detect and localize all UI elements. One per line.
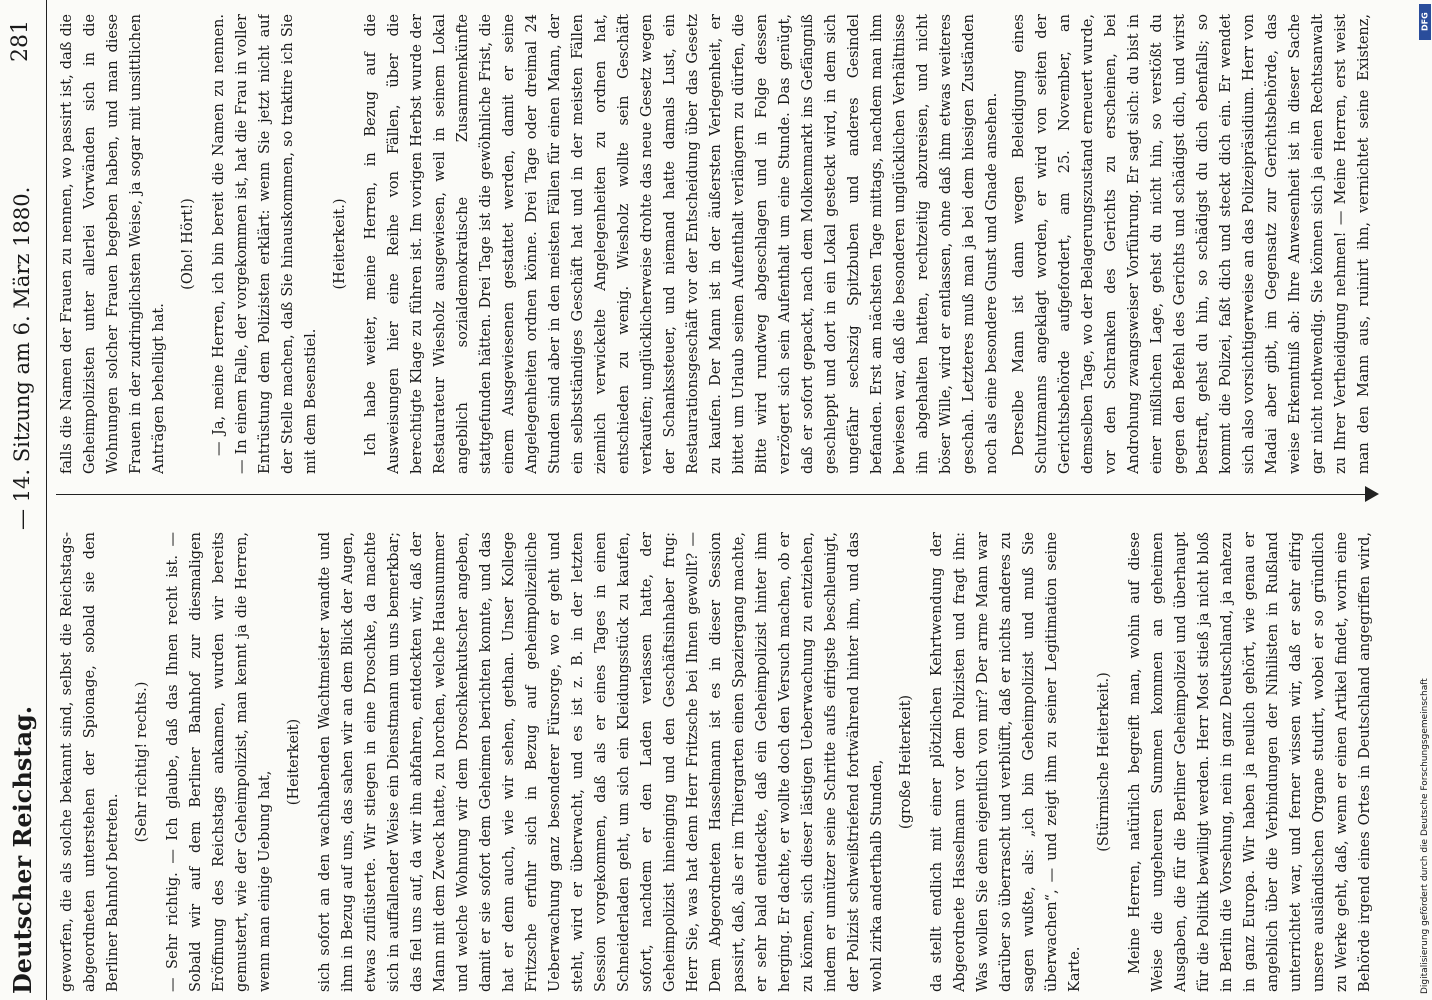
paragraph: geworfen, die als solche bekannt sind, selbst die Reichstags-abgeordneten unterstehen der Spionage, sobald sie den Berliner Bahnhof betreten. bbox=[59, 532, 121, 992]
page-header bbox=[0, 0, 47, 1000]
paragraph: sich sofort an den wachhabenden Wachtmeister wandte und ihm in Bezug auf uns, das sahen wir an dem Blick der Augen, etwas zuflüsterte. Wir stiegen in eine Droschke, da machte sich in auffallender Weise ein Dienstmann um uns bemerkbar; das fiel uns auf, da wir ihn abfahren, entdeckten wir, daß der Mann mit dem Zweck hatte, zu horchen, welche Hausnummer und welche Wohnung wir dem Droschkenkutscher angeben, damit er sie sofort dem Geheimen berichten konnte, und das hat er denn auch, wie wir sehen, gethan. Unser Kollege Fritzsche erfuhr sich in Bezug auf geheimpolizeiliche Ueberwachung ganz besonderer Fürsorge, wo er geht und steht, wird er überwacht, und es ist z. B. in der letzten Session vorgekommen, daß als er eines Tages in einen Schneiderladen geht, um sich ein Kleidungsstück zu kaufen, sofort, nachdem er den Laden verlassen hatte, der Geheimpolizist hineinging und den Geschäftsinhaber frug: Herr Sie, was hat denn Herr Fritzsche bei Ihnen gewollt? — Dem Abgeordneten Hasselmann ist es in dieser Session passirt, daß, als er im Thiergarten einen Spaziergang machte, er sehr bald entdeckte, daß ein Geheimpolizist hinter ihm herging. Er dachte, er wollte doch den Versuch machen, ob er zu können, sich dieser lästigen Ueberwachung zu entziehen, indem er unnützer seine Schritte aufs eifrigste beschleunigt, der Polizist schweißtriefend fortwährend hinter ihm, und das wohl zirka anderthalb Stunden, bbox=[317, 532, 885, 992]
paragraph: da stellt endlich mit einer plötzlichen Kehrtwendung der Abgeordnete Hasselmann vor dem Polizisten und fragt ihn: Was wollen Sie denn eigentlich von mir? Der arme Mann war darüber so überrascht und verblüfft, daß er nichts anderes zu sagen wußte, als: „ich bin Geheimpolizist und muß Sie überwachen“, — und zeigt ihm zu seiner Legitimation seine Karte. bbox=[929, 532, 1083, 992]
column-divider bbox=[56, 494, 1376, 495]
remark: (Oho! Hört!) bbox=[180, 198, 196, 290]
paragraph: Ich habe weiter, meine Herren, in Bezug auf die Ausweisungen hier eine Reihe von Fällen, über die berechtigte Klage zu führen ist. Im vorigen Herbst wurde der Restaurateur Wiesholz ausgewiesen, weil in seinem Lokal angeblich sozialdemokratische Zusammenkünfte stattgefunden hätten. Drei Tage ist die gewöhnliche Frist, die einem Ausgewiesenen gestattet werden, damit er seine Angelegenheiten ordnen könne. Drei Tage oder dreimal 24 Stunden sind aber in den meisten Fällen für einen Mann, der ein selbstständiges Geschäft hat und in der meisten Fällen ziemlich verwickelte Angelegenheiten zu ordnen hat, entschieden zu wenig. Wiesholz wollte sein Geschäft verkaufen; unglücklicherweise drohte das neue Gesetz wegen der Schankssteuer, und niemand hatte damals Lust, ein Restaurationsgeschäft vor der Entscheidung über das Gesetz zu kaufen. Der Mann ist in der äußersten Verlegenheit, er bittet um Urlaub seinen Aufenthalt verlängern zu dürfen, die Bitte wird rundweg abgeschlagen und in Folge dessen verzögert sich sein Aufenthalt um eine Stunde. Das genügt, daß er sofort gepackt, nach dem Molkenmarkt ins Gefängniß geschleppt und dort in ein Lokal gesteckt wird, in dem sich ungefähr sechszig Spitzbuben und anderes Gesindel befanden. Erst am nächsten Tage mittags, nachdem man ihm bewiesen war, daß die besonderen unglücklichen Verhältnisse ihn abgehalten hatten, rechtzeitig abzureisen, und nicht böser Wille, wird er entlassen, ohne daß ihm etwas weiteres geschah. Letzteres muß man ja bei dem hiesigen Zuständen noch als eine besondere Gunst und Gnade ansehen. bbox=[363, 14, 1000, 474]
header-title: Deutscher Reichstag. bbox=[8, 705, 37, 994]
remark: (Heiterkeit) bbox=[286, 718, 302, 806]
header-session: — 14. Sitzung am 6. März 1880. bbox=[10, 186, 34, 530]
remark: (Stürmische Heiterkeit.) bbox=[1096, 672, 1112, 852]
divider-arrow bbox=[1365, 486, 1379, 502]
paragraph: falls die Namen der Frauen zu nennen, wo passirt ist, daß die Geheimpolizisten unter allerlei Vorwänden sich in die Wohnungen solcher Frauen begeben haben, und man diese Frauen in der zudringlichsten Weise, ja sogar mit unsittlichen Anträgen behelligt hat. bbox=[59, 14, 167, 474]
right-column bbox=[56, 14, 1376, 474]
digitization-credit: Digitalisierung gefördert durch die Deutsche Forschungsgemeinschaft bbox=[1420, 678, 1430, 994]
left-column bbox=[56, 532, 1376, 992]
paragraph: Derselbe Mann ist dann wegen Beleidigung eines Schutzmanns angeklagt worden, er wird von seiten der Gerichtsbehörde aufgefordert, am 25. November, an demselben Tage, wo der Belagerungszustand erneuert wurde, vor den Schranken des Gerichts zu erscheinen, bei Androhung zwangsweiser Vorführung. Er sagt sich: du bist in einer mißlichen Lage, gehst du nicht hin, so verstößt du gegen den Befehl des Gerichts und schädigst dich, und wirst bestraft, gehst du hin, so schädigst du dich ebenfalls; so kommt die Polizei, faßt dich und steckt dich ein. Er wendet sich also vorsichtigerweise an das Polizeipräsidium. Herr von Madai aber gibt, im Gegensatz zur Gerichtsbehörde, das weise Erkenntniß ab: Ihre Anwesenheit ist in dieser Sache gar nicht nothwendig. Sie können sich ja einen Rechtsanwalt zu Ihrer Vertheidigung nehmen! — Meine Herren, erst weist man den Mann aus, ruinirt ihn, vernichtet seine Existenz, bbox=[1011, 14, 1372, 474]
remark: (Sehr richtig! rechts.) bbox=[134, 681, 150, 843]
remark: (Heiterkeit.) bbox=[332, 198, 348, 290]
dfg-logo: DFG bbox=[1419, 4, 1431, 40]
remark: (große Heiterkeit) bbox=[898, 694, 914, 830]
page-number: 281 bbox=[8, 20, 33, 62]
paragraph: — Sehr richtig. — Ich glaube, daß das Ihnen recht ist. — Sobald wir auf dem Berliner Bahnhof zur diesmaligen Eröffnung des Reichstags ankamen, wurden wir bereits gemustert, wie der Geheimpolizist, man kennt ja die Herren, wenn man einige Uebung hat, bbox=[165, 532, 273, 992]
paragraph: — Ja, meine Herren, ich bin bereit die Namen zu nennen. — In einem Falle, der vorgekommen ist, hat die Frau in voller Entrüstung dem Polizisten erklärt: wenn Sie jetzt nicht auf der Stelle machen, daß Sie hinauskommen, so traktire ich Sie mit dem Besenstiel. bbox=[211, 14, 319, 474]
paragraph: Meine Herren, natürlich begreift man, wohin auf diese Weise die ungeheuren Summen kommen an geheimen Ausgaben, die für die Berliner Geheimpolizei und überhaupt für die Politik bewilligt werden. Herr Most stieß ja nicht bloß in Berlin die Vorsehung, nein in ganz Deutschland, ja nahezu in ganz Europa. Wir haben ja neulich gehört, wie genau er angeblich über die Verbindungen der Nihilisten in Rußland unterrichtet war, und ferner wissen wir, daß er sehr eifrig unsere ausländischen Organe studirt, wobei er so gründlich zu Werke geht, daß, wenn er einen Artikel findet, worin eine Behörde irgend eines Ortes in Deutschland angegriffen wird, bbox=[1127, 532, 1373, 992]
